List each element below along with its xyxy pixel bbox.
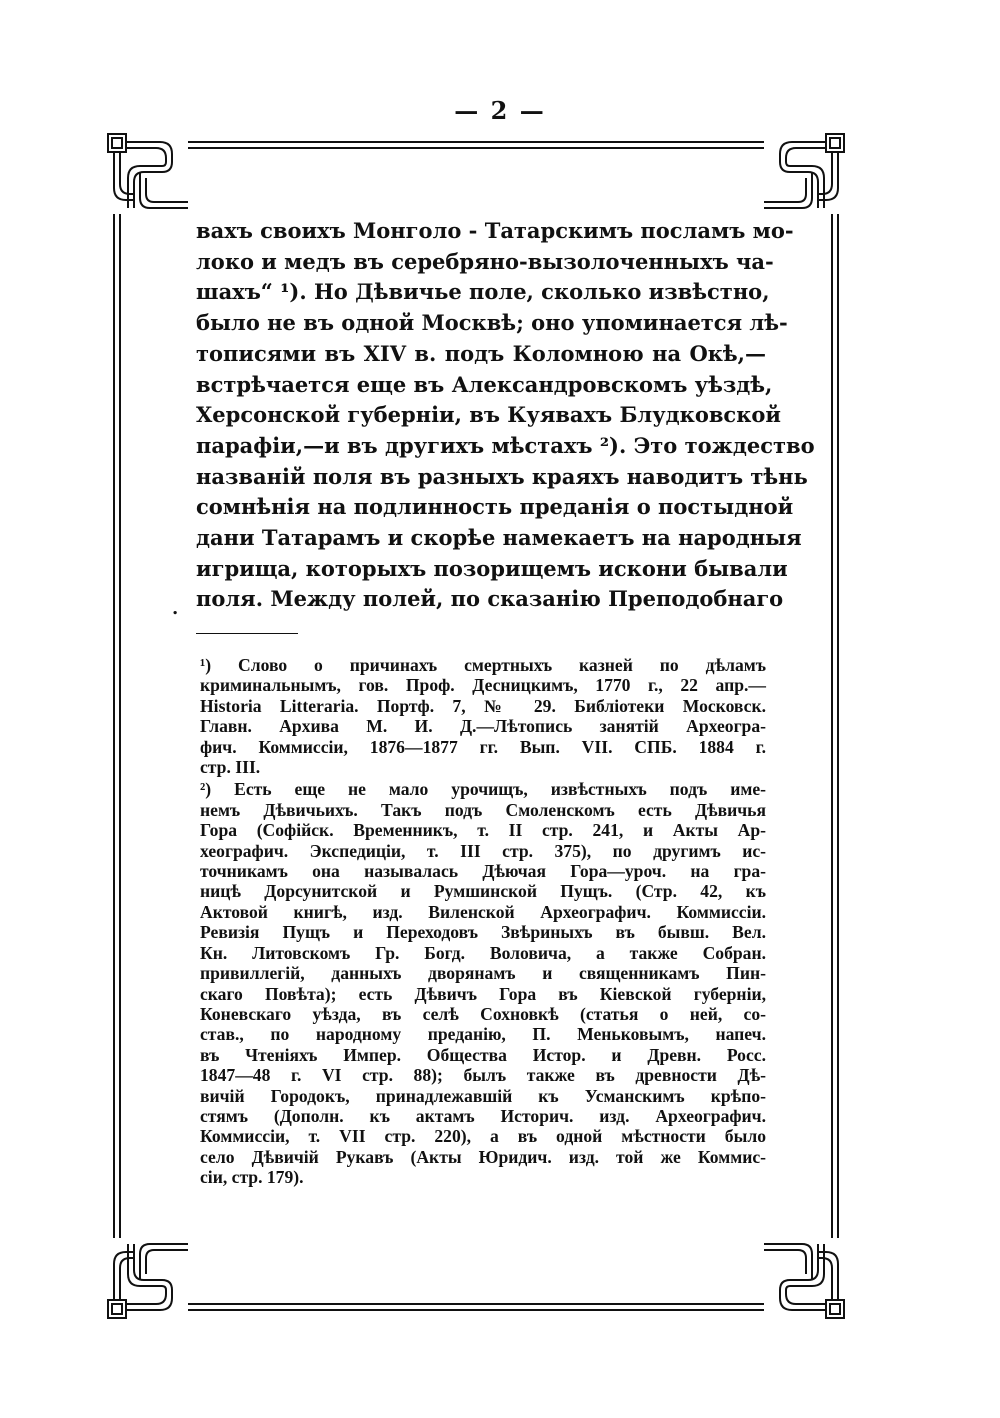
body-line: локо и медъ въ серебряно-вызолоченныхъ ча- bbox=[196, 248, 774, 274]
footnote-line: Актовой книгѣ, изд. Виленской Археографич. Коммиссіи. bbox=[200, 901, 766, 922]
footnote-line: сіи, стр. 179). bbox=[200, 1167, 304, 1188]
footnote-1 bbox=[200, 655, 766, 777]
footnote-line: Главн. Архива М. И. Д.—Лѣтопись занятій Археогра- bbox=[200, 716, 766, 737]
body-line: тописями въ XIV в. подъ Коломною на Окѣ,— bbox=[196, 340, 766, 366]
footnote-line: Гора (Софійск. Временникъ, т. II стр. 241, и Акты Ар- bbox=[200, 820, 766, 841]
footnote-separator bbox=[196, 633, 298, 634]
footnote-line: въ Чтеніяхъ Импер. Общества Истор. и Древн. Росс. bbox=[200, 1044, 766, 1065]
footnote-line: точникамъ она называлась Дѣючая Гора—уроч. на гра- bbox=[200, 861, 766, 882]
margin-mark: . bbox=[172, 598, 179, 619]
body-line: сомнѣнія на подлинность преданія о постыдной bbox=[196, 494, 794, 520]
footnote-line: хеографич. Экспедиціи, т. III стр. 375), по другимъ ис- bbox=[200, 840, 766, 861]
page-number: — 2 — bbox=[454, 96, 546, 125]
footnote-line: стямъ (Дополн. къ актамъ Историч. изд. Археографич. bbox=[200, 1105, 766, 1126]
body-line: парафіи,—и въ другихъ мѣстахъ ²). Это тождество bbox=[196, 432, 815, 458]
corner-ornament-bottom-right bbox=[764, 1244, 844, 1318]
footnote-line: Коневскаго уѣзда, въ селѣ Сохновкѣ (статья о ней, со- bbox=[200, 1003, 766, 1024]
footnote-line: вичій Городокъ, принадлежавшій къ Усманскимъ крѣпо- bbox=[200, 1085, 766, 1106]
footnote-line: ницѣ Дорсунитской и Румшинской Пущъ. (Стр. 42, къ bbox=[200, 881, 766, 902]
footnotes-block bbox=[200, 655, 766, 1188]
footnote-line: село Дѣвичій Рукавъ (Акты Юридич. изд. той же Коммис- bbox=[200, 1146, 766, 1167]
footnote-line: Кн. Литовскомъ Гр. Богд. Воловича, а также Собран. bbox=[200, 942, 766, 963]
body-line: встрѣчается еще въ Александровскомъ уѣздѣ, bbox=[196, 371, 773, 397]
footnote-line: 1847—48 г. VI стр. 88); былъ также въ древности Дѣ- bbox=[200, 1065, 766, 1086]
body-line: шахъ“ ¹). Но Дѣвичье поле, сколько извѣстно, bbox=[196, 279, 770, 305]
body-line: вахъ своихъ Монголо - Татарскимъ посламъ мо- bbox=[196, 218, 794, 243]
body-line: было не въ одной Москвѣ; оно упоминается лѣ- bbox=[196, 310, 788, 336]
body-line: поля. Между полей, по сказанію Преподобнаго bbox=[196, 586, 784, 612]
body-line: названій поля въ разныхъ краяхъ наводитъ тѣнь bbox=[196, 463, 808, 489]
footnote-line: ²) Есть еще не мало урочищъ, извѣстныхъ подъ име- bbox=[200, 779, 766, 800]
footnote-2 bbox=[200, 779, 766, 1187]
corner-ornament-bottom-left bbox=[108, 1244, 188, 1318]
corner-ornament-top-left bbox=[108, 134, 188, 208]
body-line: дани Татарамъ и скорѣе намекаетъ на народныя bbox=[196, 525, 802, 551]
footnote-line: став., по народному преданію, П. Меньковымъ, напеч. bbox=[200, 1024, 766, 1045]
footnote-line: привиллегій, данныхъ дворянамъ и священникамъ Пин- bbox=[200, 963, 766, 984]
body-line: Херсонской губерніи, въ Куявахъ Блудковской bbox=[196, 402, 781, 428]
main-text-block bbox=[196, 216, 815, 615]
footnote-line: Historia Litteraria. Портф. 7, № 29. Библіотеки Московск. bbox=[200, 695, 766, 716]
footnote-line: криминальнымъ, гов. Проф. Десницкимъ, 1770 г., 22 апр.— bbox=[200, 675, 766, 696]
footnote-line: Коммиссіи, т. VII стр. 220), а въ одной мѣстности было bbox=[200, 1126, 766, 1147]
footnote-line: стр. III. bbox=[200, 757, 261, 778]
footnote-line: фич. Коммиссіи, 1876—1877 гг. Вып. VII. СПБ. 1884 г. bbox=[200, 736, 766, 757]
footnote-line: скаго Повѣта); есть Дѣвичъ Гора въ Кіевской губерніи, bbox=[200, 983, 766, 1004]
footnote-line: Ревизія Пущъ и Переходовъ Звѣриныхъ въ бывш. Вел. bbox=[200, 922, 766, 943]
footnote-line: ¹) Слово о причинахъ смертныхъ казней по дѣламъ bbox=[200, 655, 766, 675]
body-line: игрища, которыхъ позорищемъ искони бывали bbox=[196, 555, 788, 581]
corner-ornament-top-right bbox=[764, 134, 844, 208]
footnote-line: немъ Дѣвичьихъ. Такъ подъ Смоленскомъ есть Дѣвичья bbox=[200, 799, 766, 820]
